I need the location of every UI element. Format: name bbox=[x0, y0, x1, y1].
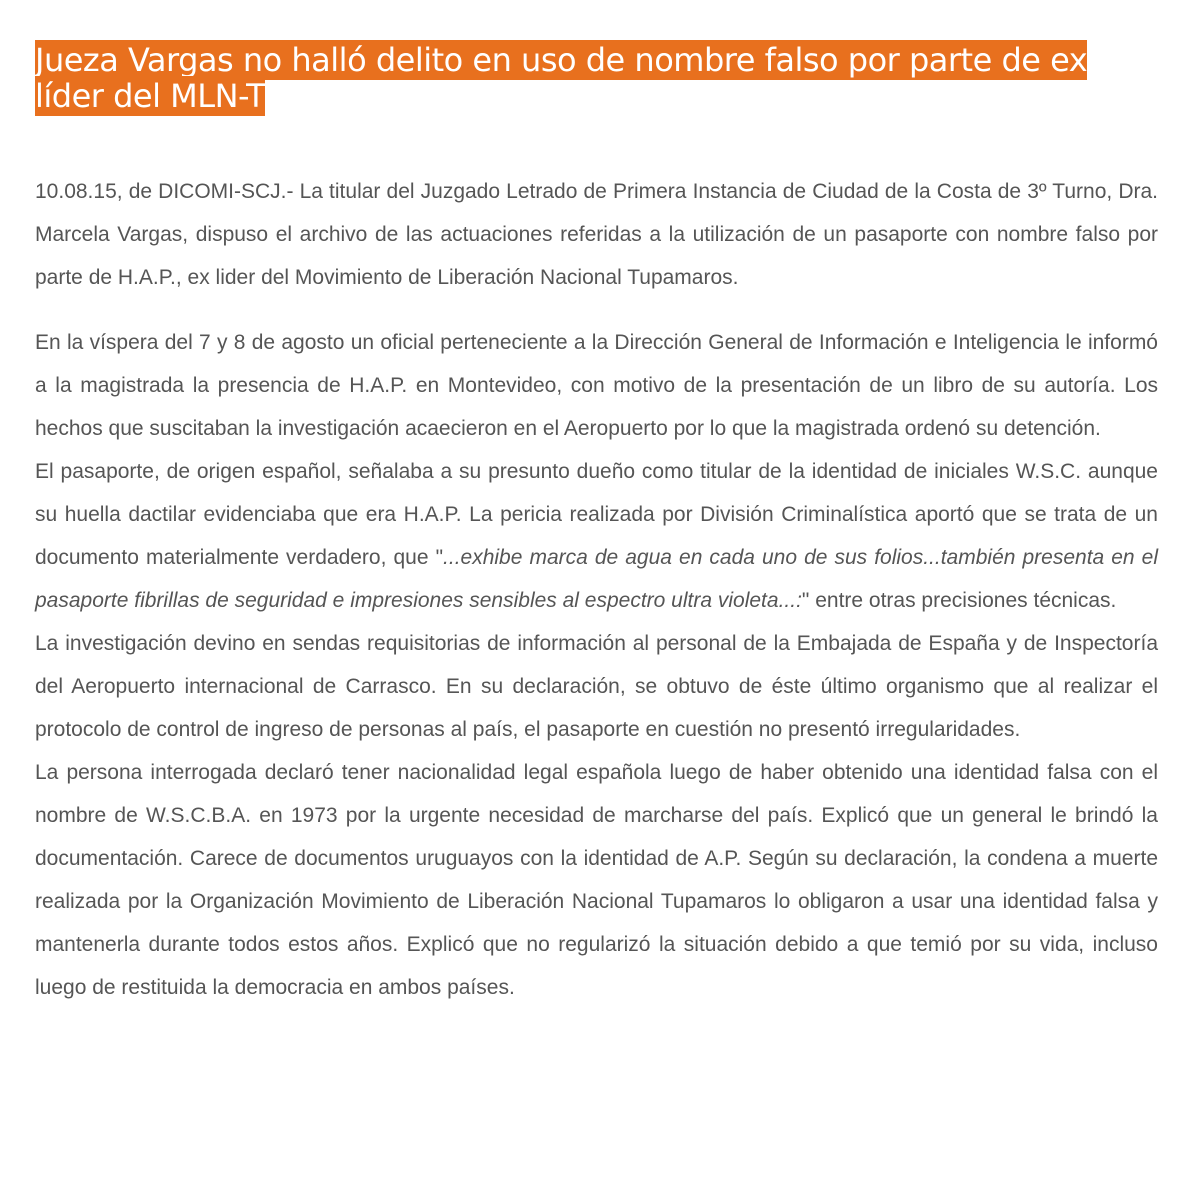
passport-text-after: " entre otras precisiones técnicas. bbox=[801, 589, 1117, 612]
article-title-text: Jueza Vargas no halló delito en uso de nombre falso por parte de ex líder del MLN-T bbox=[35, 41, 1088, 115]
passport-quote: ...exhibe marca de agua en cada uno de sus folios...también presenta en el pasaporte fibrillas de seguridad e impresiones sensibles al espectro ultra violeta...: bbox=[35, 546, 1158, 612]
article-title bbox=[35, 42, 1145, 114]
paragraph-detention: En la víspera del 7 y 8 de agosto un oficial perteneciente a la Dirección General de Información e Inteligencia le informó a la magistrada la presencia de H.A.P. en Montevideo, con motivo de la presentación de un libro de su autoría. Los hechos que suscitaban la investigación acaecieron en el Aeropuerto por lo que la magistrada ordenó su detención. bbox=[35, 331, 1158, 440]
paragraph-passport bbox=[35, 450, 1158, 622]
article-body bbox=[35, 170, 1158, 1009]
article bbox=[35, 41, 1158, 999]
paragraph-declaration: La persona interrogada declaró tener nacionalidad legal española luego de haber obtenido una identidad falsa con el nombre de W.S.C.B.A. en 1973 por la urgente necesidad de marcharse del país. Explicó que un general le brindó la documentación. Carece de documentos uruguayos con la identidad de A.P. Según su declaración, la condena a muerte realizada por la Organización Movimiento de Liberación Nacional Tupamaros lo obligaron a usar una identidad falsa y mantenerla durante todos estos años. Explicó que no regularizó la situación debido a que temió por su vida, incluso luego de restituida la democracia en ambos países. bbox=[35, 761, 1158, 999]
passport-text-before: El pasaporte, de origen español, señalaba a su presunto dueño como titular de la identidad de iniciales W.S.C. aunque su huella dactilar evidenciaba que era H.A.P. La pericia realizada por División Criminalística aportó que se trata de un documento materialmente verdadero, que " bbox=[35, 460, 1158, 569]
paragraph-investigation: La investigación devino en sendas requisitorias de información al personal de la Embajada de España y de Inspectoría del Aeropuerto internacional de Carrasco. En su declaración, se obtuvo de éste último organismo que al realizar el protocolo de control de ingreso de personas al país, el pasaporte en cuestión no presentó irregularidades. bbox=[35, 632, 1158, 741]
paragraph-lead: 10.08.15, de DICOMI-SCJ.- La titular del Juzgado Letrado de Primera Instancia de Ciudad de la Costa de 3º Turno, Dra. Marcela Vargas, dispuso el archivo de las actuaciones referidas a la utilización de un pasaporte con nombre falso por parte de H.A.P., ex lider del Movimiento de Liberación Nacional Tupamaros. bbox=[35, 180, 1158, 289]
